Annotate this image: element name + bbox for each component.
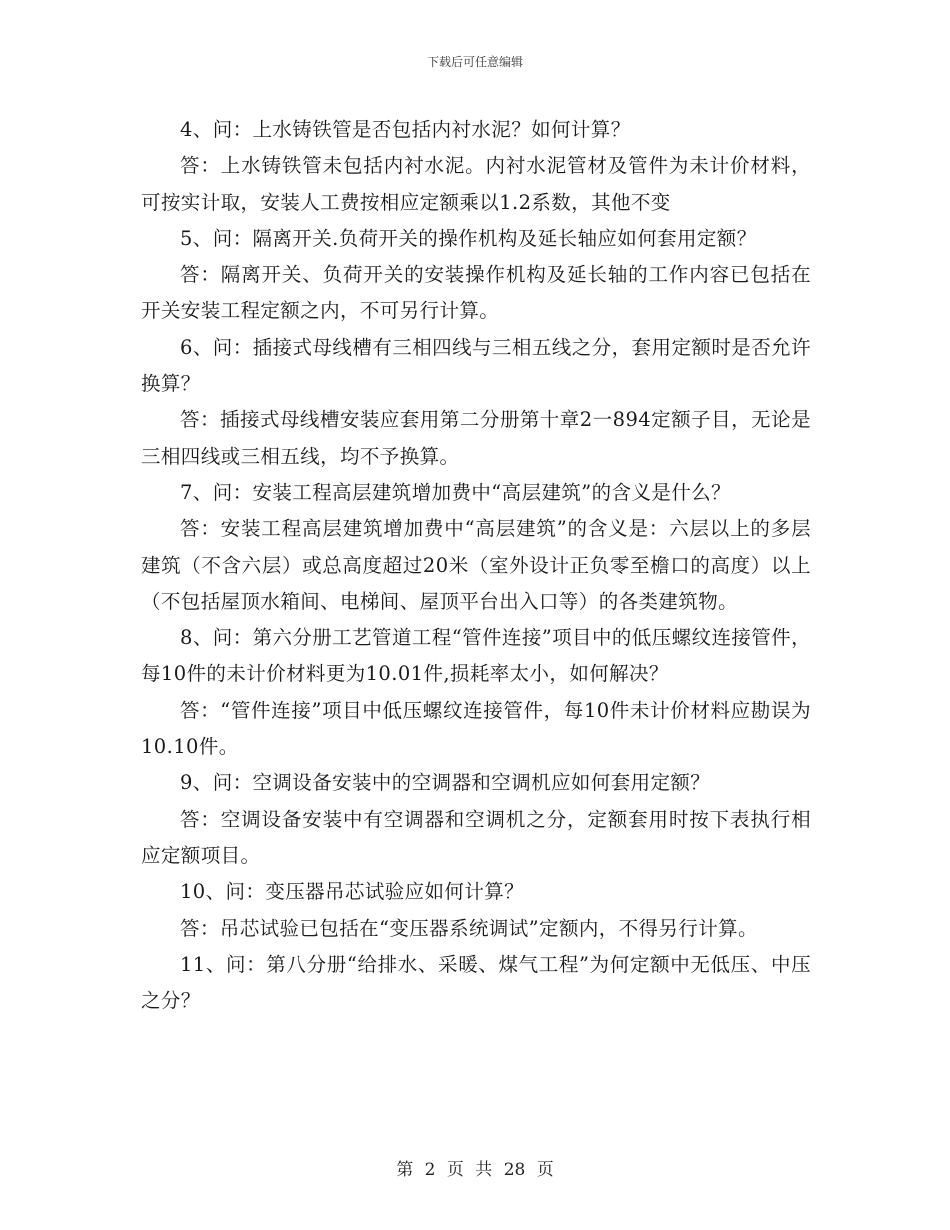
question-5: 5、问：隔离开关.负荷开关的操作机构及延长轴应如何套用定额？ xyxy=(180,226,757,250)
question-9: 9、问：空调设备安装中的空调器和空调机应如何套用定额？ xyxy=(180,771,711,795)
page-header: 下载后可任意编辑 xyxy=(426,55,523,69)
question-6: 6、问：插接式母线槽有三相四线与三相五线之分，套用定额时是否允许换算？ xyxy=(141,335,811,396)
answer-8: 答：“管件连接”项目中低压螺纹连接管件，每10件未计价材料应勘误为10.10件。 xyxy=(141,698,811,759)
answer-6: 答：插接式母线槽安装应套用第二分册第十章2一894定额子目，无论是三相四线或三相五线，均不予换算。 xyxy=(141,408,811,468)
answer-5: 答：隔离开关、负荷开关的安装操作机构及延长轴的工作内容已包括在开关安装工程定额之内，不可另行计算。 xyxy=(141,263,811,323)
question-11: 11、问：第八分册“给排水、采暖、煤气工程”为何定额中无低压、中压之分？ xyxy=(141,952,811,1013)
answer-7: 答：安装工程高层建筑增加费中“高层建筑”的含义是：六层以上的多层建筑（不含六层）或总高度超过20米（室外设计正负零至檐口的高度）以上（不包括屋顶水箱间、电梯间、屋顶平台出入口等）的各类建筑物。 xyxy=(141,517,811,613)
question-10: 10、问：变压器吊芯试验应如何计算？ xyxy=(180,880,525,904)
page-footer: 第 2 页 共 28 页 xyxy=(396,1160,554,1180)
answer-10: 答：吊芯试验已包括在“变压器系统调试”定额内，不得另行计算。 xyxy=(180,916,758,940)
question-4: 4、问：上水铸铁管是否包括内衬水泥？如何计算？ xyxy=(180,118,631,141)
question-7: 7、问：安装工程高层建筑增加费中“高层建筑”的含义是什么？ xyxy=(180,480,731,504)
answer-4: 答：上水铸铁管未包括内衬水泥。内衬水泥管材及管件为未计价材料，可按实计取，安装人工费按相应定额乘以1.2系数，其他不变 xyxy=(141,154,811,214)
document-body xyxy=(141,112,811,1019)
answer-9: 答：空调设备安装中有空调器和空调机之分，定额套用时按下表执行相应定额项目。 xyxy=(141,807,811,867)
question-8: 8、问：第六分册工艺管道工程“管件连接”项目中的低压螺纹连接管件，每10件的未计价材料更为10.01件,损耗率太小，如何解决？ xyxy=(141,626,811,686)
